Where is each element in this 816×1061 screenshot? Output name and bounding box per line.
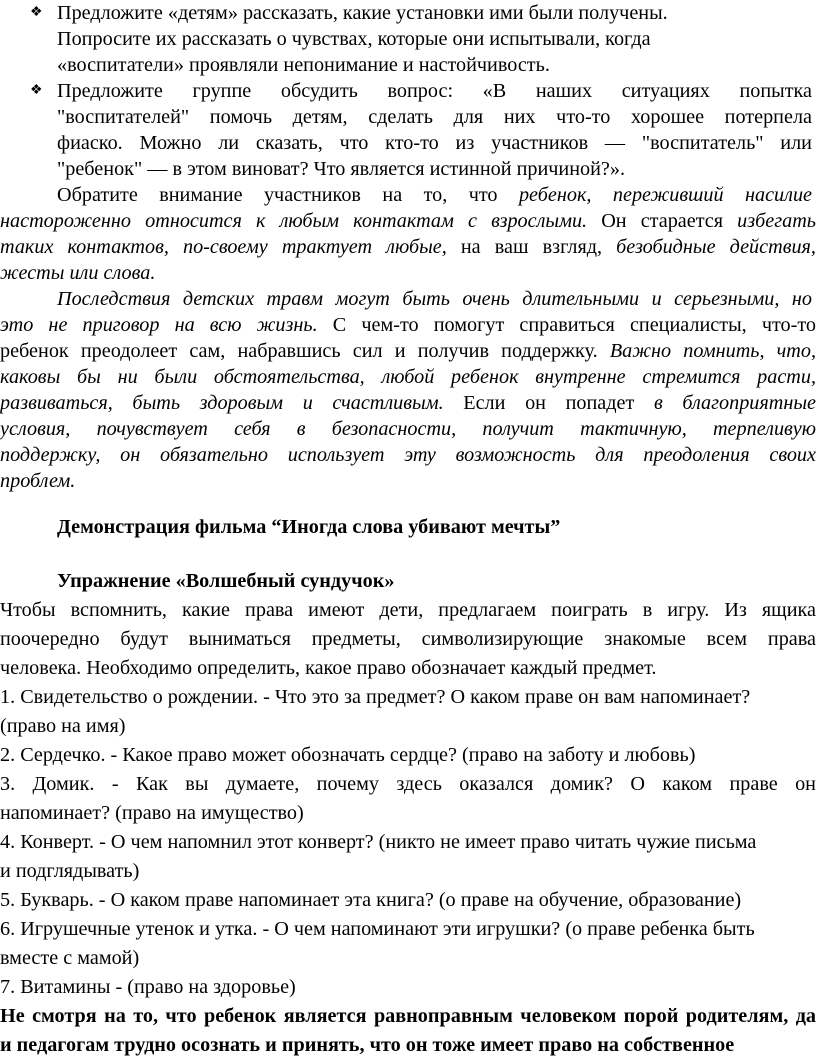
para-1-line-1: Обратите внимание участников на то, что ребенок, переживший насилие: [57, 184, 813, 206]
para-2-line-1: Последствия детских травм могут быть очень длительными и серьезными, но: [57, 288, 812, 310]
bullet-icon: ❖: [30, 5, 43, 20]
list-item: 3. Домик. - Как вы думаете, почему здесь оказался домик? О каком праве он: [0, 773, 816, 795]
para-1-line-2: настороженно относится к любым контактам с взрослыми. Он старается избегать: [0, 210, 816, 232]
list-item: напоминает? (право на имущество): [0, 802, 304, 824]
bullet-icon: ❖: [30, 83, 43, 98]
para-2-line-3: ребенок преодолеет сам, набравшись сил и получив поддержку. Важно помнить, что,: [0, 340, 816, 362]
bullet-2-line-1: Предложите группе обсудить вопрос: «В наших ситуациях попытка: [57, 80, 812, 102]
list-item: вместе с мамой): [0, 947, 140, 969]
list-item: (право на имя): [0, 715, 126, 737]
intro-line-3: человека. Необходимо определить, какое право обозначает каждый предмет.: [0, 657, 657, 679]
list-item: 4. Конверт. - О чем напомнил этот конверт? (никто не имеет право читать чужие письма: [0, 831, 757, 853]
closing-line-2: и педагогам трудно осознать и принять, что он тоже имеет право на собственное: [0, 1034, 735, 1056]
heading-film: Демонстрация фильма “Иногда слова убивают мечты”: [57, 516, 561, 538]
para-2-line-8: проблем.: [0, 470, 76, 492]
list-item: 6. Игрушечные утенок и утка. - О чем напоминают эти игрушки? (о праве ребенка быть: [0, 918, 755, 940]
heading-exercise: Упражнение «Волшебный сундучок»: [57, 570, 395, 592]
list-item: 1. Свидетельство о рождении. - Что это за предмет? О каком праве он вам напоминает?: [0, 686, 751, 708]
intro-line-1: Чтобы вспомнить, какие права имеют дети, предлагаем поиграть в игру. Из ящика: [0, 599, 816, 621]
bullet-2-line-4: "ребенок" — в этом виноват? Что является истинной причиной?».: [57, 158, 626, 180]
intro-line-2: поочередно будут выниматься предметы, символизирующие знакомые всем права: [0, 628, 816, 650]
bullet-1-line-2: Попросите их рассказать о чувствах, которые они испытывали, когда: [57, 28, 651, 50]
para-1-line-4: жесты или слова.: [0, 262, 156, 284]
bullet-2-line-2: "воспитателей" помочь детям, сделать для них что-то хорошее потерпела: [57, 106, 812, 128]
list-item: 2. Сердечко. - Какое право может обозначать сердце? (право на заботу и любовь): [0, 744, 696, 766]
para-1-line-3: таких контактов, по-своему трактует любые, на ваш взгляд, безобидные действия,: [0, 236, 816, 258]
para-2-line-2: это не приговор на всю жизнь. С чем-то помогут справиться специалисты, что-то: [0, 314, 816, 336]
list-item: и подглядывать): [0, 860, 140, 882]
para-2-line-7: поддержку, он обязательно использует эту возможность для преодоления своих: [0, 444, 816, 466]
bullet-1-line-3: «воспитатели» проявляли непонимание и настойчивость.: [57, 54, 550, 76]
para-2-line-4: каковы бы ни были обстоятельства, любой ребенок внутренне стремится расти,: [0, 366, 816, 388]
bullet-2-line-3: фиаско. Можно ли сказать, что кто-то из участников — "воспитатель" или: [57, 132, 812, 154]
list-item: 5. Букварь. - О каком праве напоминает эта книга? (о праве на обучение, образование): [0, 889, 742, 911]
para-2-line-5: развиваться, быть здоровым и счастливым. Если он попадет в благоприятные: [0, 392, 816, 414]
list-item: 7. Витамины - (право на здоровье): [0, 976, 296, 998]
closing-line-1: Не смотря на то, что ребенок является равноправным человеком порой родителям, да: [0, 1005, 816, 1027]
bullet-1-line-1: Предложите «детям» рассказать, какие установки ими были получены.: [57, 2, 668, 24]
para-2-line-6: условия, почувствует себя в безопасности, получит тактичную, терпеливую: [0, 418, 816, 440]
